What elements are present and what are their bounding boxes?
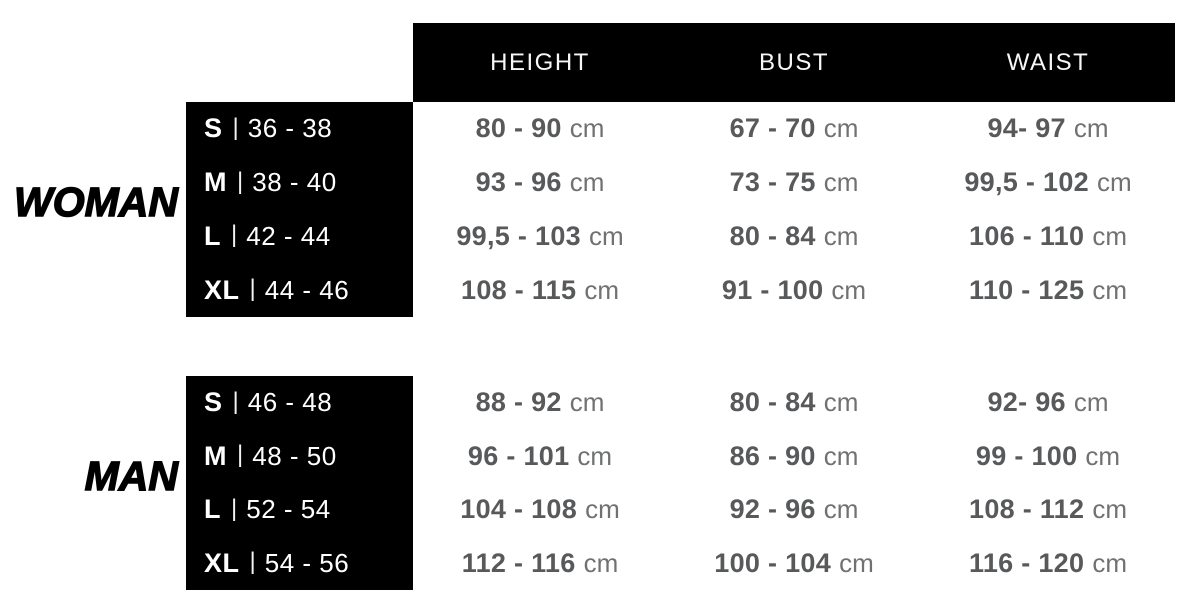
size-row xyxy=(204,210,413,264)
unit-label: cm xyxy=(823,387,859,418)
size-range: 48 - 50 xyxy=(252,440,337,471)
measurement-value: 80 - 84 cm xyxy=(729,220,859,251)
size-row xyxy=(204,156,413,210)
size-separator: | xyxy=(232,113,239,141)
unit-label: cm xyxy=(577,440,613,471)
measurement-value: 93 - 96 cm xyxy=(475,167,605,198)
size-separator: | xyxy=(237,167,244,195)
size-letter: M xyxy=(204,440,227,471)
size-row xyxy=(204,376,413,430)
size-range: 42 - 44 xyxy=(246,220,331,251)
unit-label: cm xyxy=(588,220,624,251)
measurement-value: 116 - 120 cm xyxy=(969,547,1127,578)
size-separator: | xyxy=(249,548,256,576)
size-letter: XL xyxy=(204,547,240,578)
woman-group-label: WOMAN xyxy=(14,179,178,225)
size-row xyxy=(204,102,413,156)
size-range: 36 - 38 xyxy=(247,113,333,144)
measurement-value: 88 - 92 cm xyxy=(475,387,605,418)
man-size-box xyxy=(186,376,413,590)
measurement-value: 67 - 70 cm xyxy=(729,113,859,144)
size-letter: L xyxy=(204,494,221,525)
measurement-value: 99 - 100 cm xyxy=(975,440,1121,471)
unit-label: cm xyxy=(839,547,874,578)
measurement-value: 86 - 90 cm xyxy=(729,440,859,471)
unit-label: cm xyxy=(823,113,859,144)
unit-label: cm xyxy=(823,220,859,251)
measurement-value: 108 - 112 cm xyxy=(969,494,1127,525)
measurement-value: 99,5 - 102 cm xyxy=(964,167,1132,198)
unit-label: cm xyxy=(569,387,605,418)
size-letter: XL xyxy=(204,274,240,305)
unit-label: cm xyxy=(1092,220,1127,251)
size-separator: | xyxy=(231,221,238,249)
column-header-height: HEIGHT xyxy=(490,48,590,76)
man-values-grid xyxy=(413,376,1175,590)
size-row xyxy=(204,483,413,537)
size-range: 54 - 56 xyxy=(264,547,350,578)
woman-section xyxy=(0,102,1200,317)
unit-label: cm xyxy=(569,167,605,198)
size-separator: | xyxy=(232,387,239,415)
column-header-bust: BUST xyxy=(758,48,829,76)
size-row xyxy=(204,537,413,591)
measurement-value: 73 - 75 cm xyxy=(729,167,859,198)
unit-label: cm xyxy=(1073,113,1109,144)
unit-label: cm xyxy=(585,494,620,525)
unit-label: cm xyxy=(1096,167,1132,198)
measurement-value: 92- 96 cm xyxy=(987,387,1109,418)
unit-label: cm xyxy=(823,440,859,471)
measurement-value: 106 - 110 cm xyxy=(969,220,1127,251)
size-range: 52 - 54 xyxy=(246,494,331,525)
measurement-value: 104 - 108 cm xyxy=(460,494,620,525)
measurement-value: 108 - 115 cm xyxy=(461,274,619,305)
size-letter: S xyxy=(204,113,223,144)
unit-label: cm xyxy=(831,274,867,305)
unit-label: cm xyxy=(823,494,859,525)
unit-label: cm xyxy=(1085,440,1121,471)
woman-values-grid xyxy=(413,102,1175,317)
unit-label: cm xyxy=(1092,494,1127,525)
measurement-value: 91 - 100 cm xyxy=(721,274,867,305)
size-letter: M xyxy=(204,167,227,198)
measurement-value: 99,5 - 103 cm xyxy=(456,220,624,251)
man-group-label: MAN xyxy=(84,452,178,499)
unit-label: cm xyxy=(1073,387,1109,418)
measurement-value: 94- 97 cm xyxy=(987,113,1109,144)
measurement-value: 100 - 104 cm xyxy=(714,547,874,578)
size-range: 46 - 48 xyxy=(247,387,333,418)
unit-label: cm xyxy=(569,113,605,144)
size-range: 44 - 46 xyxy=(264,274,350,305)
size-row xyxy=(204,430,413,484)
measurement-value: 92 - 96 cm xyxy=(729,494,859,525)
measurement-value: 80 - 84 cm xyxy=(729,387,859,418)
size-separator: | xyxy=(237,441,244,469)
column-header-bar xyxy=(413,23,1175,102)
measurement-value: 96 - 101 cm xyxy=(467,440,613,471)
measurement-value: 110 - 125 cm xyxy=(969,274,1127,305)
unit-label: cm xyxy=(1092,274,1127,305)
man-section xyxy=(0,376,1200,590)
size-row xyxy=(204,263,413,317)
unit-label: cm xyxy=(583,547,619,578)
size-letter: L xyxy=(204,220,221,251)
size-letter: S xyxy=(204,387,223,418)
unit-label: cm xyxy=(823,167,859,198)
unit-label: cm xyxy=(584,274,619,305)
size-range: 38 - 40 xyxy=(252,167,337,198)
column-header-waist: WAIST xyxy=(1006,48,1090,76)
woman-size-box xyxy=(186,102,413,317)
size-separator: | xyxy=(249,275,256,303)
measurement-value: 112 - 116 cm xyxy=(461,547,619,578)
size-separator: | xyxy=(231,494,238,522)
unit-label: cm xyxy=(1092,547,1127,578)
measurement-value: 80 - 90 cm xyxy=(475,113,605,144)
